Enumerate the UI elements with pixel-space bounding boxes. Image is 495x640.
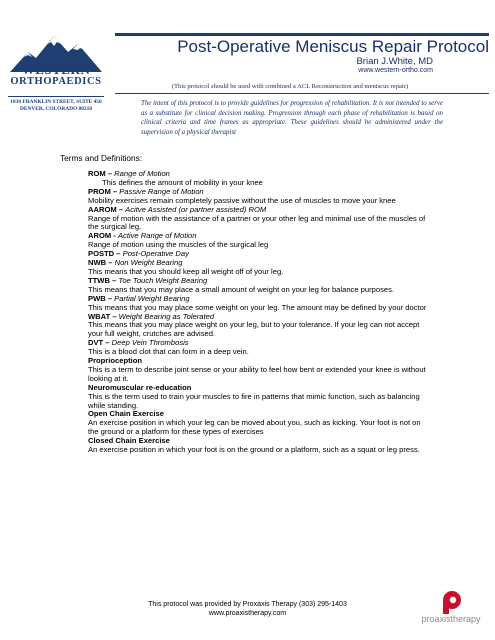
definition-description: This means that you may place weight on your leg, but to your tolerance. If your leg can not accept your full weight, crutches are advised. bbox=[88, 320, 420, 339]
definition-term: NWB bbox=[88, 258, 107, 268]
page-title: Post-Operative Meniscus Repair Protocol bbox=[177, 37, 489, 56]
definition-fullname: Range of Motion bbox=[114, 169, 170, 178]
definition-description: This is a blood clot that can form in a deep vein. bbox=[88, 347, 249, 357]
definition-dash: – bbox=[110, 186, 120, 196]
intro-paragraph: The intent of this protocol is to provide guidelines for progression of rehabilitation. It is not intended to serve as a substitute for clinical decision making. Progression through each phase of rehabilitation is based on clinical criteria and time frames as appropriate. These guidelines should be administered under the supervision of a physical therapist bbox=[141, 100, 443, 136]
definition-dash: – bbox=[103, 338, 112, 348]
definition-dash: – bbox=[105, 169, 115, 178]
definition-term: DVT bbox=[88, 338, 104, 348]
definition-description: This means that you should keep all weight off of your leg. bbox=[88, 266, 284, 276]
definition-dash: – bbox=[106, 258, 115, 268]
terms-heading: Terms and Definitions: bbox=[60, 153, 143, 163]
definition-fullname: Partial Weight Bearing bbox=[114, 293, 190, 303]
definition-description: An exercise position in which your foot is on the ground or a platform, such as a squat or leg press. bbox=[88, 445, 420, 455]
definition-description: This means that you may place some weight on your leg. The amount may be defined by your doctor bbox=[88, 302, 427, 312]
definition-description: This is the term used to train your muscles to fire in patterns that mimic function, such as balancing while standing. bbox=[88, 391, 420, 410]
usage-note: (This protocol should be used with combined a ACL Reconstruction and meniscus repair) bbox=[171, 83, 409, 90]
logo-name-western: WESTERN bbox=[21, 62, 91, 77]
definition-fullname: Weight Bearing as Tolerated bbox=[118, 311, 215, 321]
definition-term: POSTD bbox=[88, 249, 115, 259]
clinic-address bbox=[8, 96, 104, 113]
definition-fullname: Deep Vein Thrombosis bbox=[111, 338, 189, 348]
definition-description: Mobility exercises remain completely passive without the use of muscles to move your knee bbox=[88, 195, 396, 205]
definition-description: This means that you may place a small amount of weight on your leg for balance purposes. bbox=[88, 284, 395, 294]
definition-dash: – bbox=[105, 293, 115, 303]
website-link[interactable]: www.western-ortho.com bbox=[358, 67, 433, 74]
definition-fullname: Acitve Assisted (or partner assisted) ROM bbox=[125, 204, 267, 214]
definition-description: This is a term to describe joint sense or your ability to feel how bent or extended your knee is without looking at it. bbox=[88, 364, 426, 383]
proaxis-logo-text: proaxistherapy bbox=[421, 614, 481, 624]
definition-term: Open Chain Exercise bbox=[88, 409, 164, 419]
footer-credit: This protocol was provided by Proxaxis Therapy (303) 295-1403 bbox=[148, 601, 347, 608]
definition-term: TTWB bbox=[88, 275, 110, 285]
definition-description: Range of motion with the assistance of a partner or your other leg and minimal use of the muscles of the surgical leg. bbox=[88, 213, 426, 232]
address-line-2: DENVER, COLORADO 80218 bbox=[19, 106, 93, 112]
header-rule bbox=[115, 33, 489, 36]
definition-term: ROM bbox=[88, 169, 106, 178]
definition-dash: – bbox=[116, 204, 126, 214]
definition-fullname: Toe Touch Weight Bearing bbox=[118, 275, 208, 285]
definition-term: AAROM bbox=[88, 204, 117, 214]
definition-term: PWB bbox=[88, 293, 106, 303]
definition-dash: – bbox=[110, 311, 119, 321]
definition-term: PROM bbox=[88, 186, 111, 196]
definition-dash: – bbox=[109, 275, 119, 285]
definition-term: Proprioception bbox=[88, 356, 143, 366]
definition-fullname: Post-Operative Day bbox=[122, 249, 189, 259]
definition-description: This defines the amount of mobility in your knee bbox=[102, 177, 263, 187]
footer-website[interactable]: www.proaxistherapy.com bbox=[208, 610, 287, 617]
definition-term: AROM - bbox=[88, 231, 116, 241]
address-line-1: 1830 FRANKLIN STREET, SUITE 450 bbox=[10, 99, 102, 105]
author-name: Brian J.White, MD bbox=[356, 56, 433, 67]
definition-description: An exercise position in which your leg can be moved about you, such as kicking. Your foot is not on the ground or a platform for these types of exercises bbox=[88, 418, 421, 437]
definition-term: Neuromuscular re-education bbox=[88, 382, 192, 392]
logo-name-orthopaedics: ORTHOPAEDICS bbox=[10, 76, 102, 87]
definition-term: Closed Chain Exercise bbox=[88, 436, 170, 446]
definition-fullname: Non Weight Bearing bbox=[114, 258, 183, 268]
definition-fullname: Active Range of Motion bbox=[117, 231, 197, 241]
definition-fullname: Passive Range of Motion bbox=[119, 186, 204, 196]
header-divider bbox=[115, 93, 489, 94]
definition-term: WBAT bbox=[88, 311, 111, 321]
definition-dash: – bbox=[114, 249, 123, 259]
definition-description: Range of motion using the muscles of the surgical leg bbox=[88, 240, 269, 250]
definitions-list bbox=[88, 170, 433, 455]
